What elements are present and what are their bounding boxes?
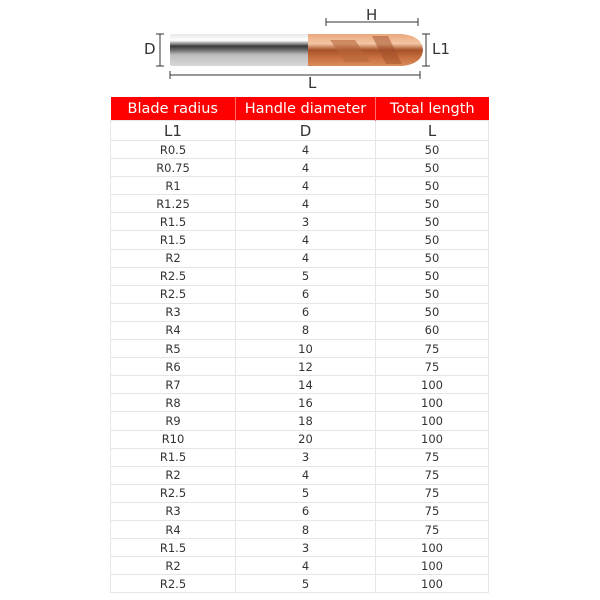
total-length-cell: 100 <box>376 376 489 394</box>
table-row <box>111 303 489 321</box>
total-length-cell: 50 <box>376 267 489 285</box>
blade-radius-cell: R1.5 <box>111 231 236 249</box>
table-row <box>111 195 489 213</box>
blade-radius-cell: R2.5 <box>111 575 236 593</box>
blade-radius-cell: R4 <box>111 321 236 339</box>
table-row <box>111 321 489 339</box>
blade-radius-cell: R2.5 <box>111 484 236 502</box>
table-row <box>111 575 489 593</box>
end-mill-diagram <box>140 0 460 90</box>
table-row <box>111 177 489 195</box>
total-length-cell: 50 <box>376 285 489 303</box>
handle-diameter-cell: 6 <box>236 303 376 321</box>
handle-diameter-cell: 5 <box>236 484 376 502</box>
total-length-cell: 50 <box>376 159 489 177</box>
table-row <box>111 249 489 267</box>
header-handle-diameter: Handle diameter <box>236 97 376 121</box>
table-row <box>111 376 489 394</box>
handle-diameter-cell: 3 <box>236 213 376 231</box>
blade-radius-cell: R1.5 <box>111 213 236 231</box>
dimension-label-d: D <box>144 40 156 58</box>
blade-radius-cell: R1.5 <box>111 539 236 557</box>
total-length-cell: 75 <box>376 484 489 502</box>
blade-radius-cell: R7 <box>111 376 236 394</box>
total-length-cell: 75 <box>376 448 489 466</box>
handle-diameter-cell: 12 <box>236 358 376 376</box>
header-total-length: Total length <box>376 97 489 121</box>
table-row <box>111 159 489 177</box>
total-length-cell: 50 <box>376 249 489 267</box>
header-row <box>111 97 489 121</box>
spec-table <box>110 97 489 593</box>
blade-radius-cell: R10 <box>111 430 236 448</box>
handle-diameter-cell: 16 <box>236 394 376 412</box>
total-length-cell: 100 <box>376 412 489 430</box>
total-length-cell: 75 <box>376 520 489 538</box>
table-row <box>111 412 489 430</box>
total-length-cell: 100 <box>376 430 489 448</box>
subheader-l1: L1 <box>111 121 236 141</box>
total-length-cell: 75 <box>376 358 489 376</box>
subheader-d: D <box>236 121 376 141</box>
dimension-label-l: L <box>308 74 317 92</box>
handle-diameter-cell: 4 <box>236 249 376 267</box>
table-row <box>111 557 489 575</box>
blade-radius-cell: R2 <box>111 557 236 575</box>
handle-diameter-cell: 5 <box>236 575 376 593</box>
handle-diameter-cell: 10 <box>236 340 376 358</box>
blade-radius-cell: R0.5 <box>111 141 236 159</box>
handle-diameter-cell: 4 <box>236 195 376 213</box>
handle-diameter-cell: 6 <box>236 285 376 303</box>
total-length-cell: 75 <box>376 466 489 484</box>
blade-radius-cell: R6 <box>111 358 236 376</box>
table-row <box>111 267 489 285</box>
handle-diameter-cell: 6 <box>236 502 376 520</box>
total-length-cell: 100 <box>376 539 489 557</box>
blade-radius-cell: R1.5 <box>111 448 236 466</box>
total-length-cell: 50 <box>376 177 489 195</box>
total-length-cell: 50 <box>376 195 489 213</box>
blade-radius-cell: R8 <box>111 394 236 412</box>
blade-radius-cell: R2 <box>111 249 236 267</box>
table-row <box>111 539 489 557</box>
blade-radius-cell: R1 <box>111 177 236 195</box>
total-length-cell: 100 <box>376 557 489 575</box>
handle-diameter-cell: 4 <box>236 557 376 575</box>
total-length-cell: 75 <box>376 502 489 520</box>
total-length-cell: 60 <box>376 321 489 339</box>
ball-end-mill-icon <box>140 0 460 90</box>
table-row <box>111 484 489 502</box>
table-row <box>111 141 489 159</box>
handle-diameter-cell: 3 <box>236 448 376 466</box>
handle-diameter-cell: 4 <box>236 177 376 195</box>
blade-radius-cell: R1.25 <box>111 195 236 213</box>
blade-radius-cell: R2.5 <box>111 267 236 285</box>
table-row <box>111 520 489 538</box>
blade-radius-cell: R9 <box>111 412 236 430</box>
table-row <box>111 213 489 231</box>
total-length-cell: 50 <box>376 213 489 231</box>
total-length-cell: 50 <box>376 231 489 249</box>
total-length-cell: 50 <box>376 303 489 321</box>
handle-diameter-cell: 14 <box>236 376 376 394</box>
handle-diameter-cell: 8 <box>236 520 376 538</box>
table-row <box>111 285 489 303</box>
table-row <box>111 394 489 412</box>
table-row <box>111 448 489 466</box>
handle-diameter-cell: 18 <box>236 412 376 430</box>
table-row <box>111 430 489 448</box>
handle-diameter-cell: 3 <box>236 539 376 557</box>
handle-diameter-cell: 8 <box>236 321 376 339</box>
blade-radius-cell: R2 <box>111 466 236 484</box>
table-row <box>111 466 489 484</box>
blade-radius-cell: R4 <box>111 520 236 538</box>
blade-radius-cell: R3 <box>111 303 236 321</box>
total-length-cell: 75 <box>376 340 489 358</box>
handle-diameter-cell: 4 <box>236 466 376 484</box>
table-row <box>111 340 489 358</box>
table-row <box>111 502 489 520</box>
spec-table-container <box>110 97 488 593</box>
total-length-cell: 100 <box>376 394 489 412</box>
subheader-l: L <box>376 121 489 141</box>
handle-diameter-cell: 20 <box>236 430 376 448</box>
blade-radius-cell: R0.75 <box>111 159 236 177</box>
total-length-cell: 50 <box>376 141 489 159</box>
dimension-label-h: H <box>366 6 378 24</box>
blade-radius-cell: R5 <box>111 340 236 358</box>
table-row <box>111 358 489 376</box>
header-blade-radius: Blade radius <box>111 97 236 121</box>
table-row <box>111 231 489 249</box>
blade-radius-cell: R3 <box>111 502 236 520</box>
handle-diameter-cell: 4 <box>236 231 376 249</box>
handle-diameter-cell: 4 <box>236 141 376 159</box>
dimension-label-l1: L1 <box>432 40 450 58</box>
total-length-cell: 100 <box>376 575 489 593</box>
handle-diameter-cell: 5 <box>236 267 376 285</box>
blade-radius-cell: R2.5 <box>111 285 236 303</box>
handle-diameter-cell: 4 <box>236 159 376 177</box>
subheader-row <box>111 121 489 141</box>
